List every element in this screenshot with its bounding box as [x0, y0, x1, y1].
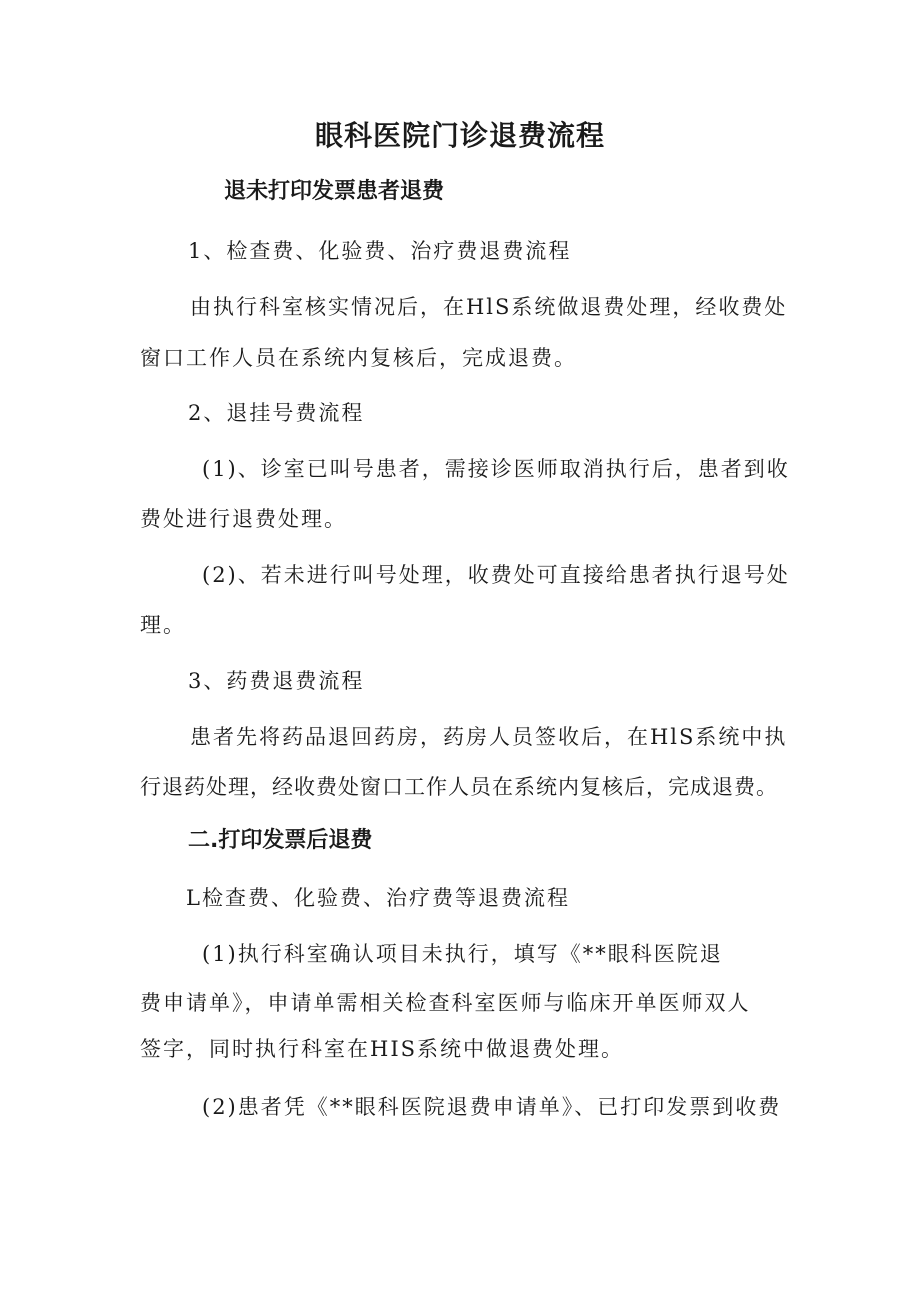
section2-item1-sub1-line1: (1)执行科室确认项目未执行，填写《**眼科医院退 — [202, 942, 723, 966]
section1-item2-sub2-line1: (2)、若未进行叫号处理，收费处可直接给患者执行退号处 — [202, 563, 790, 587]
section1-item2-sub1-line1: (1)、诊室已叫号患者，需接诊医师取消执行后，患者到收 — [202, 457, 790, 481]
section1-item1-paragraph-line1: 由执行科室核实情况后，在HlS系统做退费处理，经收费处 — [190, 295, 788, 319]
section1-item1-paragraph-line2: 窗口工作人员在系统内复核后，完成退费。 — [140, 346, 577, 370]
section1-heading: 退未打印发票患者退费 — [224, 179, 445, 204]
section1-item2-heading: 2、退挂号费流程 — [188, 401, 365, 425]
section1-item2-sub1-line2: 费处进行退费处理。 — [140, 507, 347, 531]
section1-item2-sub2-line2: 理。 — [140, 613, 186, 637]
section1-item3-paragraph-line1: 患者先将药品退回药房，药房人员签收后，在HlS系统中执 — [190, 725, 788, 749]
section2-heading: 二.打印发票后退费 — [188, 828, 373, 853]
section2-item1-sub1-line3: 签字，同时执行科室在HIS系统中做退费处理。 — [140, 1037, 624, 1061]
section2-item1-heading: L检查费、化验费、治疗费等退费流程 — [186, 886, 570, 910]
document-title: 眼科医院门诊退费流程 — [314, 119, 605, 152]
section2-item1-sub2-line1: (2)患者凭《**眼科医院退费申请单》、已打印发票到收费 — [202, 1095, 782, 1119]
section1-item3-heading: 3、药费退费流程 — [188, 669, 365, 693]
section1-item3-paragraph-line2: 行退药处理，经收费处窗口工作人员在系统内复核后，完成退费。 — [140, 775, 778, 799]
section2-item1-sub1-line2: 费申请单》，申请单需相关检查科室医师与临床开单医师双人 — [140, 991, 751, 1015]
section1-item1-heading: 1、检查费、化验费、治疗费退费流程 — [188, 239, 572, 263]
